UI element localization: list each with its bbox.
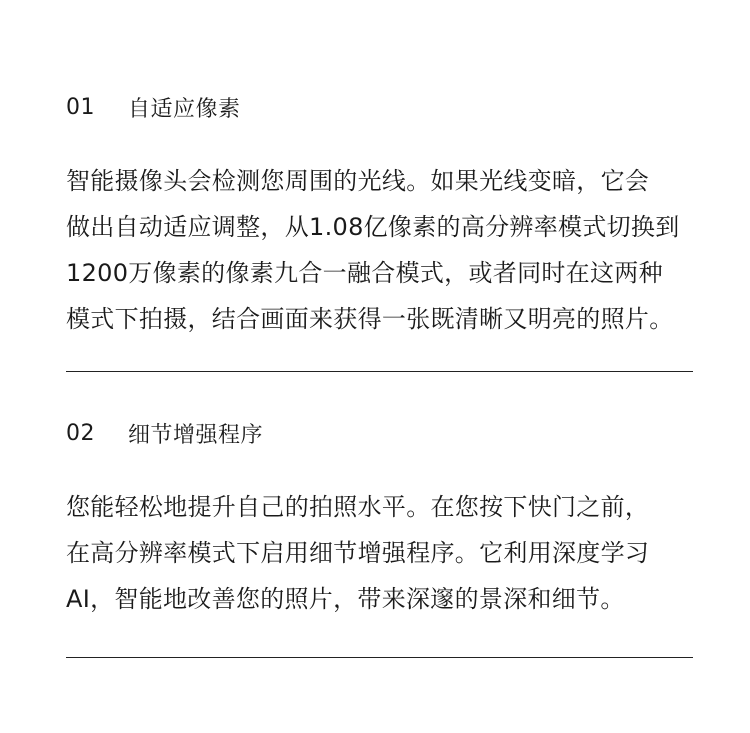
feature-section-detail-enhancer: [66, 418, 693, 622]
section-description: [66, 158, 693, 342]
description-line: 做出自动适应调整，从1.08亿像素的高分辨率模式切换到: [66, 213, 680, 241]
section-heading: [66, 92, 693, 122]
description-line: 在高分辨率模式下启用细节增强程序。它利用深度学习: [66, 539, 650, 567]
description-line: 模式下拍摄，结合画面来获得一张既清晰又明亮的照片。: [66, 305, 674, 333]
description-line: 1200万像素的像素九合一融合模式，或者同时在这两种: [66, 259, 663, 287]
description-line: AI，智能地改善您的照片，带来深邃的景深和细节。: [66, 585, 625, 613]
section-divider: [66, 371, 693, 372]
description-line: 您能轻松地提升自己的拍照水平。在您按下快门之前，: [66, 493, 650, 521]
section-heading: [66, 418, 693, 448]
section-divider: [66, 657, 693, 658]
feature-section-adaptive-pixel: [66, 92, 693, 342]
section-title: 自适应像素: [128, 96, 241, 122]
section-description: [66, 484, 693, 622]
section-title: 细节增强程序: [128, 422, 264, 448]
section-number: 01: [66, 94, 95, 120]
description-line: 智能摄像头会检测您周围的光线。如果光线变暗，它会: [66, 167, 650, 195]
section-number: 02: [66, 420, 95, 446]
